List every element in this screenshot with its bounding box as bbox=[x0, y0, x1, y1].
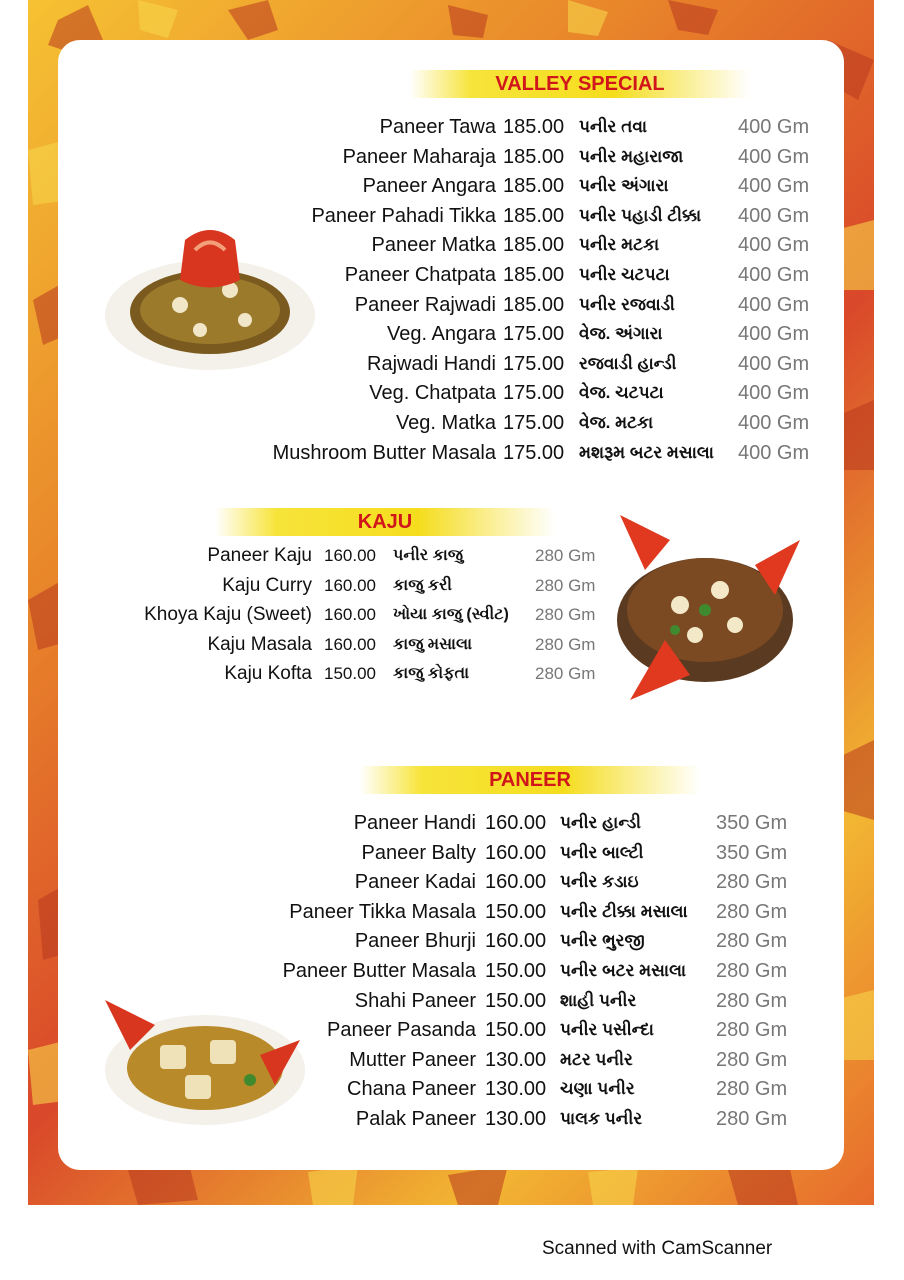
menu-item-price: 185.00 bbox=[503, 234, 565, 257]
menu-item-price: 150.00 bbox=[485, 900, 547, 923]
menu-item-gujarati-name: પનીર બટર મસાલા bbox=[560, 961, 687, 980]
menu-item-gujarati-name: ચણા પનીર bbox=[560, 1079, 635, 1099]
menu-item-price: 160.00 bbox=[324, 634, 376, 654]
menu-item-price: 150.00 bbox=[485, 989, 547, 1012]
menu-item-price: 160.00 bbox=[485, 930, 547, 953]
menu-item-weight: 280 Gm bbox=[716, 1048, 788, 1071]
menu-item-weight: 350 Gm bbox=[716, 841, 788, 864]
menu-item-weight: 280 Gm bbox=[716, 1108, 788, 1130]
menu-item-gujarati-name: પનીર તવા bbox=[579, 117, 648, 136]
menu-item-price: 130.00 bbox=[485, 1078, 547, 1101]
menu-item-price: 185.00 bbox=[503, 175, 565, 198]
menu-item-price: 175.00 bbox=[503, 412, 565, 434]
menu-item-weight: 280 Gm bbox=[535, 664, 596, 684]
menu-item-gujarati-name: વેજ. ચટપટા bbox=[579, 383, 664, 403]
menu-item-weight: 400 Gm bbox=[738, 323, 810, 346]
menu-item-weight: 280 Gm bbox=[716, 900, 788, 923]
menu-item-name: Paneer Chatpata bbox=[344, 264, 496, 286]
menu-item-name: Chana Paneer bbox=[347, 1078, 476, 1101]
menu-item-weight: 350 Gm bbox=[716, 812, 788, 834]
menu-item-gujarati-name: મશરૂમ બટર મસાલા bbox=[579, 442, 714, 462]
menu-item-gujarati-name: શાહી પનીર bbox=[560, 990, 637, 1010]
menu-item-weight: 400 Gm bbox=[738, 382, 810, 405]
menu-item-weight: 400 Gm bbox=[738, 116, 810, 138]
menu-item-gujarati-name: રજવાડી હાન્ડી bbox=[579, 353, 677, 373]
menu-item-gujarati-name: કાજુ કરી bbox=[393, 576, 452, 594]
menu-item-weight: 280 Gm bbox=[716, 1019, 788, 1042]
menu-item-name: Kaju Kofta bbox=[224, 663, 312, 685]
menu-item-name: Khoya Kaju (Sweet) bbox=[144, 604, 312, 626]
menu-item-weight: 280 Gm bbox=[716, 930, 788, 953]
menu-item-weight: 400 Gm bbox=[738, 352, 810, 375]
menu-item-name: Mushroom Butter Masala bbox=[272, 441, 496, 464]
menu-item-weight: 400 Gm bbox=[738, 412, 810, 434]
menu-item-name: Paneer Butter Masala bbox=[282, 960, 476, 982]
menu-item-row bbox=[0, 379, 904, 407]
menu-item-name: Mutter Paneer bbox=[349, 1048, 476, 1071]
menu-item-name: Paneer Pasanda bbox=[326, 1019, 476, 1042]
menu-item-price: 150.00 bbox=[324, 664, 376, 684]
menu-item-name: Shahi Paneer bbox=[354, 989, 476, 1012]
menu-item-name: Paneer Rajwadi bbox=[354, 293, 496, 316]
menu-item-name: Paneer Tikka Masala bbox=[289, 900, 476, 923]
menu-item-name: Rajwadi Handi bbox=[367, 352, 496, 375]
menu-item-gujarati-name: પનીર મહારાજા bbox=[579, 146, 684, 166]
menu-item-gujarati-name: પનીર ટીક્કા મસાલા bbox=[560, 901, 688, 921]
menu-item-price: 160.00 bbox=[485, 812, 547, 834]
menu-item-price: 130.00 bbox=[485, 1108, 547, 1130]
menu-item-price: 175.00 bbox=[503, 323, 565, 346]
menu-item-weight: 280 Gm bbox=[716, 989, 788, 1012]
dish-photo-paneer bbox=[100, 990, 310, 1130]
camscanner-watermark: Scanned with CamScanner bbox=[542, 1238, 773, 1259]
menu-item-weight: 400 Gm bbox=[738, 145, 810, 168]
menu-item-name: Paneer Matka bbox=[371, 234, 496, 257]
menu-item-row bbox=[0, 409, 904, 437]
menu-item-price: 160.00 bbox=[485, 871, 547, 894]
menu-item-name: Palak Paneer bbox=[355, 1108, 476, 1130]
menu-item-weight: 280 Gm bbox=[535, 575, 596, 595]
menu-item-name: Veg. Angara bbox=[387, 323, 496, 346]
menu-item-weight: 400 Gm bbox=[738, 204, 810, 227]
menu-item-name: Paneer Kadai bbox=[354, 871, 476, 894]
menu-item-gujarati-name: ખોયા કાજુ (સ્વીટ) bbox=[393, 606, 509, 624]
menu-item-weight: 280 Gm bbox=[716, 1078, 788, 1101]
menu-item-gujarati-name: પનીર ચટપટા bbox=[579, 265, 670, 284]
menu-item-price: 175.00 bbox=[503, 352, 565, 375]
menu-item-row bbox=[0, 439, 904, 467]
menu-item-row bbox=[0, 143, 904, 171]
dish-photo-kaju bbox=[605, 510, 805, 705]
menu-item-row bbox=[0, 172, 904, 200]
menu-item-name: Veg. Matka bbox=[395, 412, 496, 434]
menu-item-name: Paneer Tawa bbox=[379, 116, 496, 138]
menu-item-weight: 280 Gm bbox=[535, 634, 596, 654]
menu-item-price: 130.00 bbox=[485, 1048, 547, 1071]
menu-item-row bbox=[0, 113, 904, 141]
menu-item-price: 160.00 bbox=[324, 605, 376, 625]
menu-item-row bbox=[0, 809, 904, 837]
menu-item-name: Paneer Maharaja bbox=[342, 145, 496, 168]
menu-item-row bbox=[0, 898, 904, 926]
menu-item-price: 160.00 bbox=[485, 841, 547, 864]
menu-item-gujarati-name: પનીર પહાડી ટીક્કા bbox=[579, 205, 702, 225]
menu-item-name: Kaju Curry bbox=[222, 574, 312, 596]
menu-item-row bbox=[0, 927, 904, 955]
menu-item-row bbox=[0, 839, 904, 867]
menu-item-gujarati-name: વેજ. અંગારા bbox=[579, 324, 663, 344]
menu-item-price: 175.00 bbox=[503, 382, 565, 405]
menu-item-gujarati-name: પનીર ભુરજી bbox=[560, 931, 645, 951]
menu-item-weight: 400 Gm bbox=[738, 234, 810, 257]
menu-item-weight: 400 Gm bbox=[738, 264, 810, 286]
menu-item-price: 150.00 bbox=[485, 960, 547, 982]
menu-item-price: 160.00 bbox=[324, 546, 376, 565]
menu-item-gujarati-name: મટર પનીર bbox=[560, 1049, 633, 1069]
menu-item-weight: 400 Gm bbox=[738, 175, 810, 198]
menu-item-gujarati-name: પનીર મટકા bbox=[579, 235, 660, 255]
menu-item-price: 185.00 bbox=[503, 264, 565, 286]
menu-item-price: 150.00 bbox=[485, 1019, 547, 1042]
menu-item-name: Kaju Masala bbox=[207, 633, 312, 655]
menu-item-gujarati-name: કાજુ મસાલા bbox=[393, 635, 472, 653]
menu-item-name: Paneer Balty bbox=[361, 841, 476, 864]
menu-item-gujarati-name: પનીર હાન્ડી bbox=[560, 813, 642, 832]
menu-item-name: Paneer Kaju bbox=[207, 545, 312, 566]
menu-item-name: Paneer Pahadi Tikka bbox=[311, 204, 496, 227]
menu-item-weight: 400 Gm bbox=[738, 441, 810, 464]
menu-item-name: Veg. Chatpata bbox=[369, 382, 496, 405]
menu-item-gujarati-name: પનીર બાલ્ટી bbox=[560, 842, 644, 862]
menu-item-name: Paneer Angara bbox=[362, 175, 496, 198]
menu-item-gujarati-name: પાલક પનીર bbox=[560, 1109, 643, 1128]
menu-item-weight: 280 Gm bbox=[716, 960, 788, 982]
menu-item-gujarati-name: કાજુ કોફતા bbox=[393, 665, 470, 683]
menu-item-price: 185.00 bbox=[503, 293, 565, 316]
menu-item-name: Paneer Bhurji bbox=[354, 930, 476, 953]
menu-item-row bbox=[0, 957, 904, 985]
menu-item-name: Paneer Handi bbox=[353, 812, 476, 834]
menu-item-weight: 280 Gm bbox=[535, 546, 596, 565]
menu-item-gujarati-name: પનીર અંગારા bbox=[579, 176, 669, 196]
menu-item-price: 185.00 bbox=[503, 145, 565, 168]
menu-item-gujarati-name: વેજ. મટકા bbox=[579, 413, 654, 432]
menu-item-weight: 280 Gm bbox=[535, 605, 596, 625]
menu-item-price: 185.00 bbox=[503, 204, 565, 227]
menu-item-weight: 280 Gm bbox=[716, 871, 788, 894]
menu-item-gujarati-name: પનીર કડાઇ bbox=[560, 872, 639, 892]
dish-photo-valley bbox=[100, 220, 320, 380]
menu-item-price: 175.00 bbox=[503, 441, 565, 464]
section-title-paneer: PANEER bbox=[360, 766, 700, 794]
menu-item-gujarati-name: પનીર કાજુ bbox=[393, 547, 463, 564]
section-title-valley-special: VALLEY SPECIAL bbox=[410, 70, 750, 98]
section-title-kaju: KAJU bbox=[215, 508, 555, 536]
menu-item-weight: 400 Gm bbox=[738, 293, 810, 316]
menu-item-price: 160.00 bbox=[324, 575, 376, 595]
menu-item-row bbox=[0, 868, 904, 896]
menu-item-gujarati-name: પનીર રજવાડી bbox=[579, 294, 675, 314]
menu-item-gujarati-name: પનીર પસીન્દા bbox=[560, 1020, 654, 1040]
menu-item-price: 185.00 bbox=[503, 116, 565, 138]
